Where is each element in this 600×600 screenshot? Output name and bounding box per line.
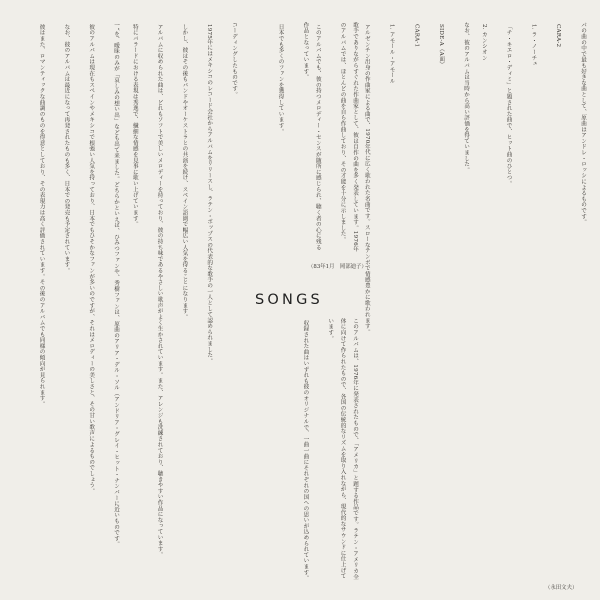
- text-column-3-upper: 歌手でありながらすぐれた作曲家として、彼は自作の曲を多く発表しています。1976年のアルバムでは、ほとんどの曲を自ら作曲しており、その才能を十分に示しました。 このアルバムでも、彼の持つメロディー・センスが随所に感じられ、聴く者の心に残る作品となっています。 日本でも多くのファンを獲得しています。: [277, 22, 358, 252]
- section-title: SONGS: [255, 292, 323, 308]
- byline-bottom: （永田文夫）: [545, 585, 578, 591]
- text-column-3-lower: このアルバムは、1976年に発表されたもので、「アメリカ」と題する作品です。ラテン・アメリカ全体に向けて作られたもので、各国の伝統的なリズムを取り入れながら、現代的なサウンドに仕上げています。 収録された曲はいずれも彼のオリジナルで、一曲一曲にそれぞれの国への思いが込められています。: [302, 318, 358, 581]
- text-column-2: コーディングしたものです。 1975年にはメキシコのレコード会社からアルバムをリリースし、ラテン・ポップスの代表的な歌手の一人として認められました。 しかし、彼はその後もバンドやオーケストラとの共演を続け、スペイン語圏で幅広い人気を得ることになります。 アルバムに収められた曲は、どれもソフトで美しいメロディーを持っており、彼の持ち味であるやさしい歌声がよく生かされています。また、アレンジも洗練されており、聴きやすい作品になっています。 特にバラードにおける表現は秀逸で、繊細な情感を見事に歌い上げています。: [131, 22, 237, 558]
- text-column-5: パの曲の中で最も好きな曲として、原曲はアンドレ・ロッシによるものです。 CARA-2 1. ラ・ノーチェ 「チ・キエロ・ディミ」と題された曲で、ヒット曲のひとつ。 2. カンシオン: [480, 22, 586, 225]
- text-column-1: 一“を、曖昧のみが「哀しみの想い出」なども出て来ました。どちらかといえば、ひみつファンや、秀樹ファンは、原曲のアリア・デル・ソル（アンドリア・グレイ・ヒット・ナンバーに近いものです。 彼のアルバムは現在もスペインやメキシコで根強い人気を持っており、日本でもひそかなファンが多いのですが、それはメロディーの美しさと、その甘い歌声によるものでしょう。 なお、彼のアルバムは最近になって再発されたものも多く、日本での発売も予定されています。 彼はまた、ロマンティックな曲調のものを得意としており、その表現力は高く評価されています。その後のアルバムでも同様の傾向が見られます。: [38, 22, 119, 548]
- text-column-4: なお、彼のアルバムは当時から高い評価を得ていました。 SIDE-A（A面） CARA-1 1. アモール・アモール アルゼンチン出身の作曲家による曲で、1970年代に広く歌われた名曲です。スローなテンポで情感豊かに歌われます。: [364, 22, 469, 335]
- byline-top: （83年1月 岡部迪子）: [308, 264, 367, 270]
